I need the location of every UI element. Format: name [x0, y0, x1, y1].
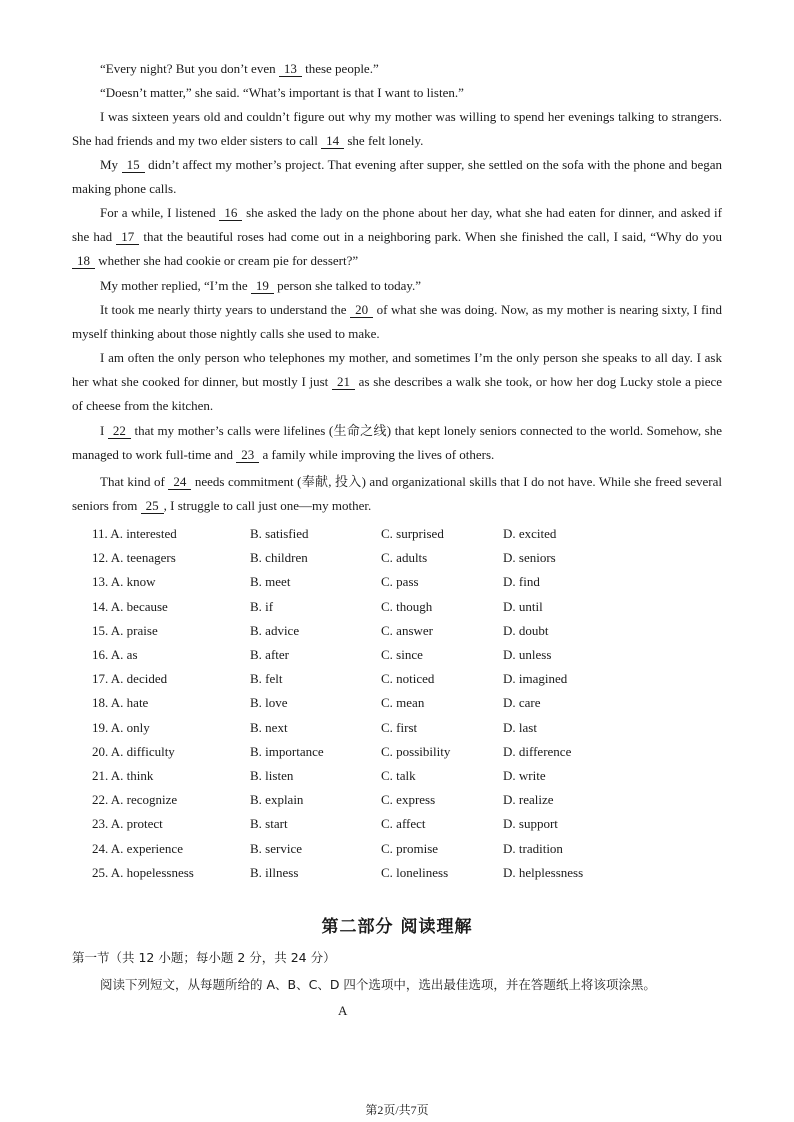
option-c: C. adults [381, 550, 428, 566]
question-options-row [92, 597, 652, 617]
blank-14: 14 [321, 133, 344, 149]
blank-22: 22 [108, 423, 131, 439]
option-c: C. though [381, 598, 433, 614]
passage-text: person she talked to today.” [273, 278, 422, 293]
option-a: 11. A. interested [92, 526, 177, 541]
option-c: C. pass [381, 574, 419, 590]
option-a: 21. A. think [92, 768, 154, 783]
passage-text: whether she had cookie or cream pie for dessert?” [95, 253, 359, 269]
option-a: 23. A. protect [92, 816, 163, 832]
option-d: D. find [503, 574, 540, 590]
blank-20: 20 [350, 302, 373, 318]
option-b: B. start [250, 816, 288, 832]
passage-text: I was sixteen years old and couldn’t figure out why my mother was willing to spend her evenings talking to strangers. She had friends and my two elder sisters to call [72, 109, 722, 149]
blank-19: 19 [251, 278, 274, 294]
option-b: B. listen [250, 768, 294, 783]
question-options-row [92, 766, 652, 786]
option-a: 22. A. recognize [92, 792, 178, 808]
passage-text: that my mother’s calls were lifelines (生命之线) that kept lonely seniors connected to the world. Somehow, she managed to work full-time and [72, 423, 722, 463]
question-options-row [92, 645, 652, 665]
option-b: B. children [250, 550, 308, 566]
option-d: D. excited [503, 526, 557, 541]
option-d: D. tradition [503, 840, 563, 856]
passage-text: she felt lonely. [344, 133, 424, 149]
passage-text: as she describes a walk she took, or how her dog Lucky stole a piece of cheese from the kitchen. [72, 374, 722, 414]
option-b: B. after [250, 647, 289, 662]
question-options-row [92, 693, 652, 713]
option-d: D. helplessness [503, 864, 584, 880]
passage-text: of what she was doing. Now, as my mother is nearing sixty, I find myself thinking about those nightly calls she used to make. [72, 302, 722, 342]
option-c: C. loneliness [381, 864, 449, 880]
question-options-row [92, 863, 652, 883]
option-b: B. next [250, 719, 288, 735]
option-a: 25. A. hopelessness [92, 864, 194, 880]
passage-text: she asked the lady on the phone about her day, what she had eaten for dinner, and asked if she had [72, 205, 722, 245]
passage-text: My [100, 157, 122, 172]
passage-text: “Every night? But you don’t even [100, 61, 279, 76]
option-c: C. possibility [381, 743, 451, 759]
passage-text: a family while improving the lives of others. [259, 447, 495, 463]
blank-17: 17 [116, 229, 139, 245]
blank-16: 16 [219, 205, 242, 221]
option-d: D. doubt [503, 622, 549, 638]
instructions: 阅读下列短文，从每题所给的 A、B、C、D 四个选项中，选出最佳选项，并在答题纸上将该项涂黑。 [100, 977, 656, 992]
passage-text: My mother replied, “I’m the [100, 278, 251, 293]
option-b: B. if [250, 598, 274, 614]
option-d: D. support [503, 816, 558, 832]
option-d: D. until [503, 598, 543, 614]
passage-paragraph [72, 105, 722, 153]
passage-paragraph [72, 81, 722, 105]
passage-paragraph [72, 57, 722, 81]
question-options-row [92, 790, 652, 810]
passage-label: A [338, 1003, 348, 1018]
section-subtitle: 第一节（共 12 小题；每小题 2 分，共 24 分） [72, 950, 336, 965]
passage-text: “Doesn’t matter,” she said. “What’s important is that I want to listen.” [100, 85, 464, 100]
blank-24: 24 [168, 474, 191, 490]
passage-text: , I struggle to call just one—my mother. [163, 498, 372, 514]
option-a: 12. A. teenagers [92, 550, 176, 566]
option-d: D. imagined [503, 671, 568, 687]
option-b: B. importance [250, 743, 324, 759]
question-options-row [92, 621, 652, 641]
option-d: D. care [503, 695, 541, 711]
option-c: C. mean [381, 695, 425, 711]
passage-text: It took me nearly thirty years to understand the [100, 302, 351, 317]
question-options-row [92, 572, 652, 592]
option-d: D. last [503, 719, 537, 735]
option-a: 13. A. know [92, 574, 156, 590]
option-c: C. express [381, 792, 436, 808]
question-options-row [92, 814, 652, 834]
option-b: B. illness [250, 864, 299, 880]
blank-13: 13 [279, 61, 302, 77]
passage-paragraph [72, 346, 722, 419]
option-c: C. talk [381, 768, 416, 783]
option-b: B. felt [250, 671, 283, 687]
blank-18: 18 [72, 253, 95, 269]
passage-text: I am often the only person who telephones my mother, and sometimes I’m the only person she speaks to all day. I ask her what she cooked for dinner, but mostly I just [72, 350, 722, 390]
option-b: B. explain [250, 792, 304, 808]
option-b: B. satisfied [250, 526, 309, 541]
option-a: 20. A. difficulty [92, 743, 175, 759]
passage-text: that the beautiful roses had come out in a neighboring park. When she finished the call, I said, “Why do you [139, 229, 722, 245]
passage-paragraph [72, 419, 722, 467]
passage-text: these people.” [301, 61, 379, 76]
option-a: 19. A. only [92, 719, 150, 735]
passage-text: I [100, 423, 108, 438]
passage-paragraph [72, 470, 722, 518]
option-b: B. love [250, 695, 288, 711]
option-d: D. unless [503, 647, 552, 662]
option-c: C. promise [381, 840, 439, 856]
question-options-row [92, 524, 652, 544]
question-options-row [92, 742, 652, 762]
question-options-row [92, 839, 652, 859]
option-d: D. realize [503, 792, 554, 808]
option-a: 16. A. as [92, 647, 138, 662]
question-options-row [92, 718, 652, 738]
option-c: C. since [381, 647, 423, 662]
option-b: B. service [250, 840, 302, 856]
option-b: B. advice [250, 622, 300, 638]
page-footer: 第2页/共7页 [365, 1103, 429, 1117]
passage-paragraph [72, 201, 722, 274]
blank-21: 21 [332, 374, 355, 390]
option-c: C. surprised [381, 526, 444, 541]
question-options-row [92, 669, 652, 689]
passage-text: That kind of [100, 474, 169, 489]
question-options-row [92, 548, 652, 568]
blank-25: 25 [141, 498, 164, 514]
option-c: C. answer [381, 622, 433, 638]
option-d: D. seniors [503, 550, 556, 566]
option-c: C. first [381, 719, 418, 735]
passage-text: didn’t affect my mother’s project. That evening after supper, she settled on the sofa with the phone and began making phone calls. [72, 157, 722, 197]
option-d: D. difference [503, 743, 572, 759]
passage-paragraph [72, 153, 722, 201]
passage-text: For a while, I listened [100, 205, 220, 220]
blank-15: 15 [122, 157, 145, 173]
passage-text: needs commitment (奉献, 投入) and organizational skills that I do not have. While she freed several seniors from [72, 474, 723, 514]
passage-paragraph [72, 298, 722, 346]
option-b: B. meet [250, 574, 291, 590]
option-c: C. affect [381, 816, 426, 832]
passage-paragraph [72, 274, 722, 298]
blank-23: 23 [236, 447, 259, 463]
option-a: 24. A. experience [92, 840, 183, 856]
option-a: 18. A. hate [92, 695, 149, 711]
option-c: C. noticed [381, 671, 435, 687]
option-a: 15. A. praise [92, 622, 158, 638]
option-d: D. write [503, 768, 546, 783]
option-a: 17. A. decided [92, 671, 168, 687]
section-title: 第二部分 阅读理解 [321, 917, 473, 937]
option-a: 14. A. because [92, 598, 168, 614]
